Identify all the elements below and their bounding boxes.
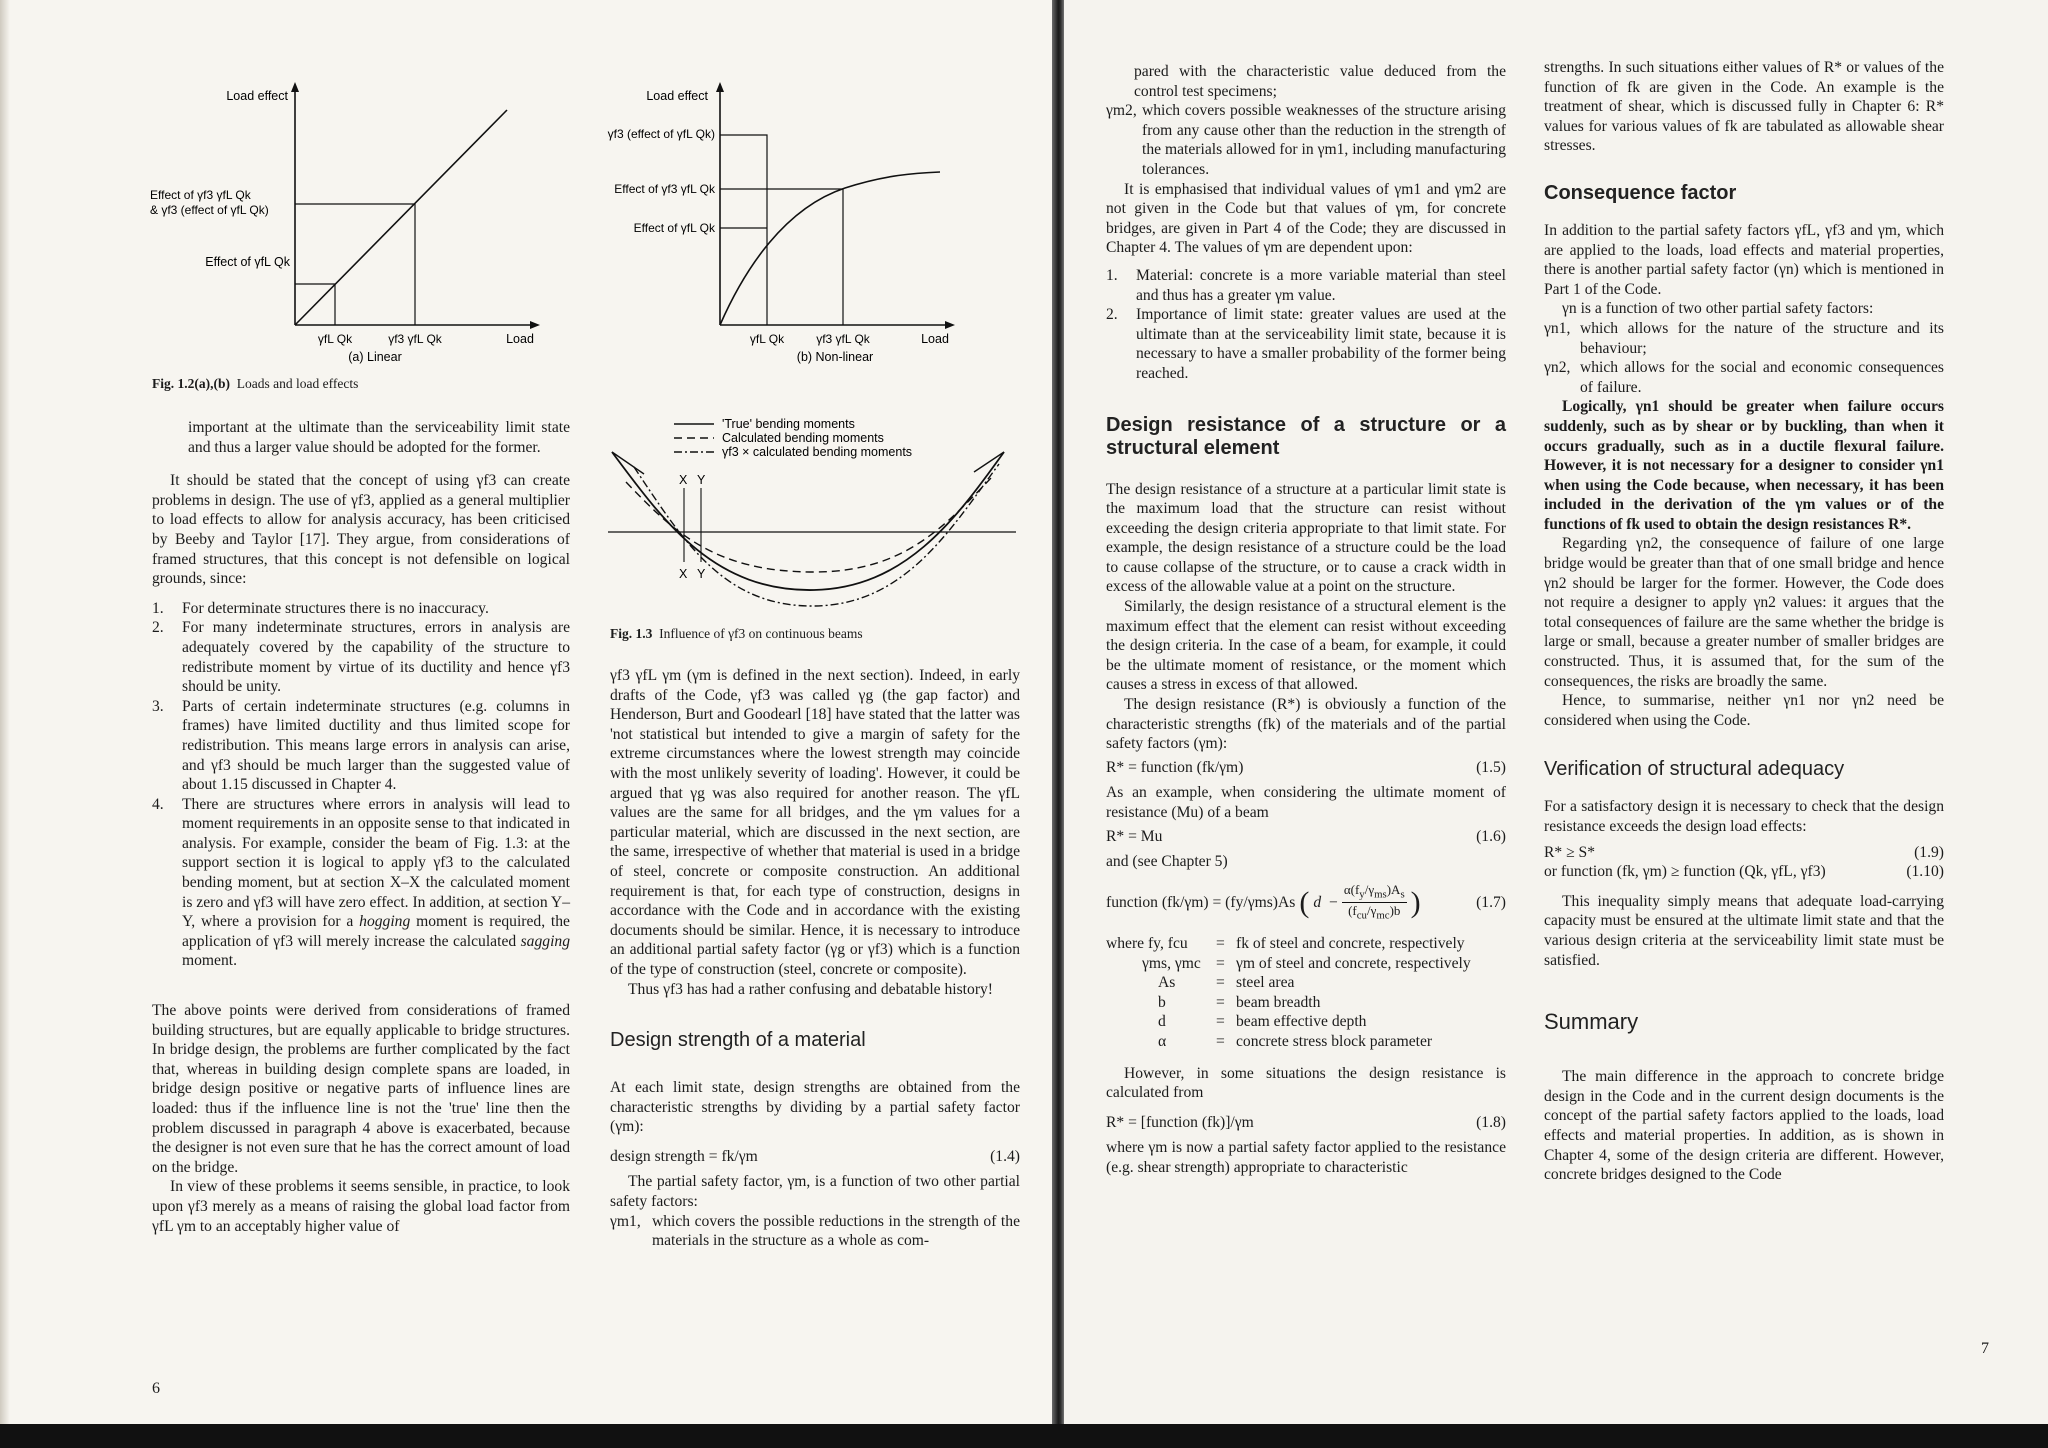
fig-1-3-section-x-bottom: X xyxy=(679,567,688,581)
col3-para-6: and (see Chapter 5) xyxy=(1106,853,1228,871)
col3-para-1: It is emphasised that individual values of γm1 and γm2 are not given in the Code but that values of γm, for concrete bridges, are given in Part 4 of the Code; they are discussed in Chapter 4. The values of γm are dependent upon: xyxy=(1106,180,1506,257)
fig-1-3-section-x-top: X xyxy=(679,473,688,487)
page-number-left: 6 xyxy=(152,1380,160,1397)
fig-1-2a-y-label: Load effect xyxy=(226,89,288,103)
scan-bottom-edge xyxy=(0,1424,2048,1448)
fig-1-3-section-y-top: Y xyxy=(697,473,706,487)
fig-1-2b-label-1: γf3 (effect of γfL Qk) xyxy=(607,127,715,141)
col1-list xyxy=(152,599,570,971)
section-heading-summary: Summary xyxy=(1544,1009,1639,1035)
equation-1-4: design strength = fk/γm (1.4) xyxy=(610,1147,1020,1165)
left-page-column-2 xyxy=(610,666,1020,1251)
col4-para-3: γn is a function of two other partial safety factors: xyxy=(1562,300,1874,318)
fig-1-3-caption: Fig. 1.3 Influence of γf3 on continuous beams xyxy=(610,626,863,641)
col4-para-8: This inequality simply means that adequate load-carrying capacity must be ensured at the ultimate limit state and that the various design criteria at the serviceability limit state must be satisfied. xyxy=(1544,892,1944,969)
where-row: α = concrete stress block parameter xyxy=(1158,1032,1433,1050)
col2-para-1: γf3 γfL γm (γm is defined in the next section). Indeed, in early drafts of the Code, γf3 was called γg (the gap factor) and Henderson, Burt and Goodearl [18] have stated that the latter was 'not statistical but intended to give a margin of safety for the extreme circumstances where the lowest strength may coincide with the most unlikely severity of loading'. However, it could be argued that γg was also required for another reason. The γfL values are the same for all bridges, and the γm values for a particular material, which are discussed in the next section, are the same, irrespective of whether that material is used in a bridge of steel, concrete or composite construction. An additional requirement is that, for each type of construction, designs in accordance with the Code and in accordance with the existing documents should be similar. Hence, it is necessary to introduce an additional partial safety factor (γg or γf3) which is a function of the type of construction (steel, concrete or composite). xyxy=(610,667,1020,978)
fig-1-2b-x-label: Load xyxy=(921,332,949,346)
col3-para-0: pared with the characteristic value deduced from the control test specimens; xyxy=(1134,63,1506,100)
page-number-right: 7 xyxy=(1981,1340,1989,1357)
col3-para-7: However, in some situations the design resistance is calculated from xyxy=(1106,1064,1506,1102)
fig-1-3-legend-calculated: Calculated bending moments xyxy=(722,431,884,445)
equation-1-5: R* = function (fk/γm) (1.5) xyxy=(1106,758,1506,776)
col1-list-item: 3. Parts of certain indeterminate structures (e.g. columns in frames) have limited ductility and thus limited scope for redistribution. This means large errors in analysis can arise, and γf3 should be much larger than the suggested value of about 1.15 discussed in Chapter 4. xyxy=(152,697,570,794)
col3-para-3: Similarly, the design resistance of a structural element is the maximum effect that the element can resist without exceeding the design criteria. In the case of a beam, for example, it could be the ultimate moment of resistance, or the moment which causes a stress in excess of that allowed. xyxy=(1106,598,1506,694)
col3-para-4: The design resistance (R*) is obviously a function of the characteristic strengths (fk) of the materials and of the partial safety factors (γm): xyxy=(1106,696,1506,753)
equation-1-9: R* ≥ S* (1.9) xyxy=(1544,843,1944,861)
col4-gamma-n1: γn1, which allows for the nature of the structure and its behaviour; xyxy=(1544,319,1944,357)
fig-1-2b-x-tick-2: γf3 γfL Qk xyxy=(816,332,870,346)
fig-1-2a-label-mid: Effect of γfL Qk xyxy=(205,255,290,269)
right-page-column-4 xyxy=(1544,58,1944,1185)
right-page-column-3 xyxy=(1106,62,1506,1178)
section-heading-consequence-factor: Consequence factor xyxy=(1544,181,1737,204)
fig-1-2b-x-tick-1: γfL Qk xyxy=(749,332,785,346)
fig-1-3-legend-true: 'True' bending moments xyxy=(722,417,855,431)
col1-para-4: In view of these problems it seems sensible, in practice, to look upon γf3 merely as a means of raising the global load factor from γfL γm to an acceptably higher value of xyxy=(152,1178,570,1235)
col2-para-4: The partial safety factor, γm, is a function of two other partial safety factors: xyxy=(610,1173,1020,1211)
fig-1-2a-label-top-2: & γf3 (effect of γfL Qk) xyxy=(150,203,269,217)
where-row: γms, γmc = γm of steel and concrete, respectively xyxy=(1142,954,1471,972)
col2-gamma-m1: γm1, which covers the possible reductions in the strength of the materials in the structure as a whole as com- xyxy=(610,1212,1020,1250)
col1-para-1: important at the ultimate than the serviceability limit state and thus a larger value should be adopted for the former. xyxy=(188,419,570,456)
left-page-column-1 xyxy=(152,418,570,1236)
col2-para-2: Thus γf3 has had a rather confusing and debatable history! xyxy=(628,980,993,998)
fig-1-2-caption: Fig. 1.2(a),(b) Loads and load effects xyxy=(152,376,359,391)
col3-list-item: 2. Importance of limit state: greater values are used at the ultimate than at the serviceability limit state, because it is necessary to have a smaller probability of the former being reached. xyxy=(1106,306,1506,382)
col4-para-6: Hence, to summarise, neither γn1 nor γn2 need be considered when using the Code. xyxy=(1544,692,1944,729)
equation-1-10: or function (fk, γm) ≥ function (Qk, γfL, γf3) (1.10) xyxy=(1544,863,1944,881)
right-page xyxy=(1064,0,2048,1448)
col4-para-4: Logically, γn1 should be greater when failure occurs suddenly, such as by shear or by buckling, than when it occurs gradually, such as in a ductile flexural failure. However, it is not necessary for a designer to consider γn1 when using the Code because, when necessary, it has been included in the derivation of the γm values or of the functions of fk used to obtain the design resistances R*. xyxy=(1544,398,1944,533)
col3-para-8: where γm is now a partial safety factor applied to the resistance (e.g. shear strength) appropriate to characteristic xyxy=(1106,1139,1506,1176)
col3-list xyxy=(1106,266,1506,384)
col4-para-5: Regarding γn2, the consequence of failure of one large bridge would be greater than that of one small bridge and hence γn2 should be larger for the former. However, the Code does not require a designer to apply γn2 values: it argues that the total consequences of failure are the same whether the bridge is large or small, because a greater number of smaller bridges are constructed. Thus, it is assumed that, for the sum of the consequences, the risks are broadly the same. xyxy=(1544,535,1944,690)
col4-gamma-n2: γn2, which allows for the social and economic consequences of failure. xyxy=(1544,359,1944,396)
fig-1-2b-label-2: Effect of γf3 γfL Qk xyxy=(614,182,715,196)
col1-list-item: 4. There are structures where errors in analysis will lead to moment requirements in an opposite sense to that indicated in analysis. For example, consider the beam of Fig. 1.3: at the support section it is logical to apply γf3 to the calculated bending moment, but at section X–X the calculated moment is zero and γf3 will have zero effect. In addition, at section Y–Y, where a provision for a hogging moment is required, the application of γf3 will merely increase the calculated sagging moment. xyxy=(152,795,570,970)
col4-para-2: In addition to the partial safety factors γfL, γf3 and γm, which are applied to the loads, load effects and material properties, there is another partial safety factor (γn) which is mentioned in Part 1 of the Code. xyxy=(1544,221,1944,298)
fig-1-2a-linear xyxy=(150,78,550,378)
col3-gamma-m2: γm2, which covers possible weaknesses of the structure arising from any cause other than the reduction in the strength of the materials allowed for in γm1, including manufacturing tolerances. xyxy=(1106,102,1506,178)
col2-para-3: At each limit state, design strengths are obtained from the characteristic strengths by dividing by a partial safety factor (γm): xyxy=(610,1079,1020,1136)
col4-para-7: For a satisfactory design it is necessary to check that the design resistance exceeds the design load effects: xyxy=(1544,798,1944,835)
fig-1-2b-nonlinear xyxy=(595,78,965,378)
fig-1-3-legend-gamma: γf3 × calculated bending moments xyxy=(722,445,913,459)
page-edge-shadow xyxy=(0,0,10,1448)
col1-para-2: It should be stated that the concept of using γf3 can create problems in design. The use of γf3, applied as a general multiplier to load effects to allow for analysis accuracy, has been criticised by Beeby and Taylor [17]. They argue, from considerations of framed structures, that this concept is not defensible on logical grounds, since: xyxy=(152,472,570,588)
section-heading-design-strength: Design strength of a material xyxy=(610,1029,866,1052)
fig-1-2b-label-3: Effect of γfL Qk xyxy=(633,221,715,235)
col3-list-item: 1. Material: concrete is a more variable material than steel and thus has a greater γm value. xyxy=(1106,266,1506,304)
col4-para-1: strengths. In such situations either values of R* or values of the function of fk are given in the Code. An example is the treatment of shear, which is discussed fully in Chapter 6: R* values for various values of fk are tabulated as allowable shear stresses. xyxy=(1544,59,1944,155)
col1-list-item: 1. For determinate structures there is no inaccuracy. xyxy=(152,599,489,617)
fig-1-2b-y-label: Load effect xyxy=(646,89,708,103)
fig-1-2a-label-top-1: Effect of γf3 γfL Qk xyxy=(150,188,251,202)
fig-1-2a-x-tick-2: γf3 γfL Qk xyxy=(388,332,442,346)
col1-para-3: The above points were derived from considerations of framed building structures, but are equally applicable to bridge structures. In bridge design, the problems are further complicated by the fact that, whereas in building design complete spans are loaded, in bridge design positive or negative parts of influence lines are loaded: thus if the influence line is not the 'true' line then the problem discussed in paragraph 4 above is exacerbated, because the designer is not even sure that he has the correct amount of load on the bridge. xyxy=(152,1002,570,1176)
col3-para-5: As an example, when considering the ultimate moment of resistance (Mu) of a beam xyxy=(1106,784,1506,821)
fig-1-2b-subtitle: (b) Non-linear xyxy=(796,350,874,364)
where-row: As = steel area xyxy=(1158,974,1295,992)
fig-1-2a-subtitle: (a) Linear xyxy=(348,350,402,364)
equation-1-7: function (fk/γm) = (fy/γms)As ( d − $\alpha(f_y/\gamma_{ms})A_s$ $(f_{cu}/\gamma_{mc})b$ ) (1.7) xyxy=(1106,881,1506,922)
where-row: b = beam breadth xyxy=(1158,993,1321,1011)
col3-para-2: The design resistance of a structure at a particular limit state is the maximum load that the structure can resist without exceeding the design criteria appropriate to that limit state. For example, the design resistance of a structure could be the load to cause collapse of the structure, or to cause a crack width in excess of the allowable value at a point on the structure. xyxy=(1106,480,1506,596)
where-row: where fy, fcu = fk of steel and concrete, respectively xyxy=(1106,934,1465,952)
fig-1-3-section-y-bottom: Y xyxy=(697,567,706,581)
section-heading-design-resistance: Design resistance of a structure or a structural element xyxy=(1106,413,1506,459)
fig-1-2a-x-label: Load xyxy=(506,332,534,346)
fig-1-2a-x-tick-1: γfL Qk xyxy=(317,332,353,346)
equation-1-8: R* = [function (fk)]/γm (1.8) xyxy=(1106,1113,1506,1131)
fig-1-3-continuous-beam xyxy=(604,412,1024,612)
section-heading-verification: Verification of structural adequacy xyxy=(1544,758,1845,781)
col1-list-item: 2. For many indeterminate structures, errors in analysis are adequately covered by the capability of the structure to redistribute moment by virtue of its ductility and hence γf3 should be unity. xyxy=(152,619,570,696)
where-definitions xyxy=(1106,934,1506,1052)
col4-para-9: The main difference in the approach to concrete bridge design in the Code and in the current design documents is the concept of the partial safety factors applied to the loads, load effects and material properties. In addition, as is shown in Chapter 4, some of the design criteria are different. However, concrete bridges designed to the Code xyxy=(1544,1068,1944,1184)
equation-1-6: R* = Mu (1.6) xyxy=(1106,827,1506,845)
where-row: d = beam effective depth xyxy=(1158,1013,1367,1031)
